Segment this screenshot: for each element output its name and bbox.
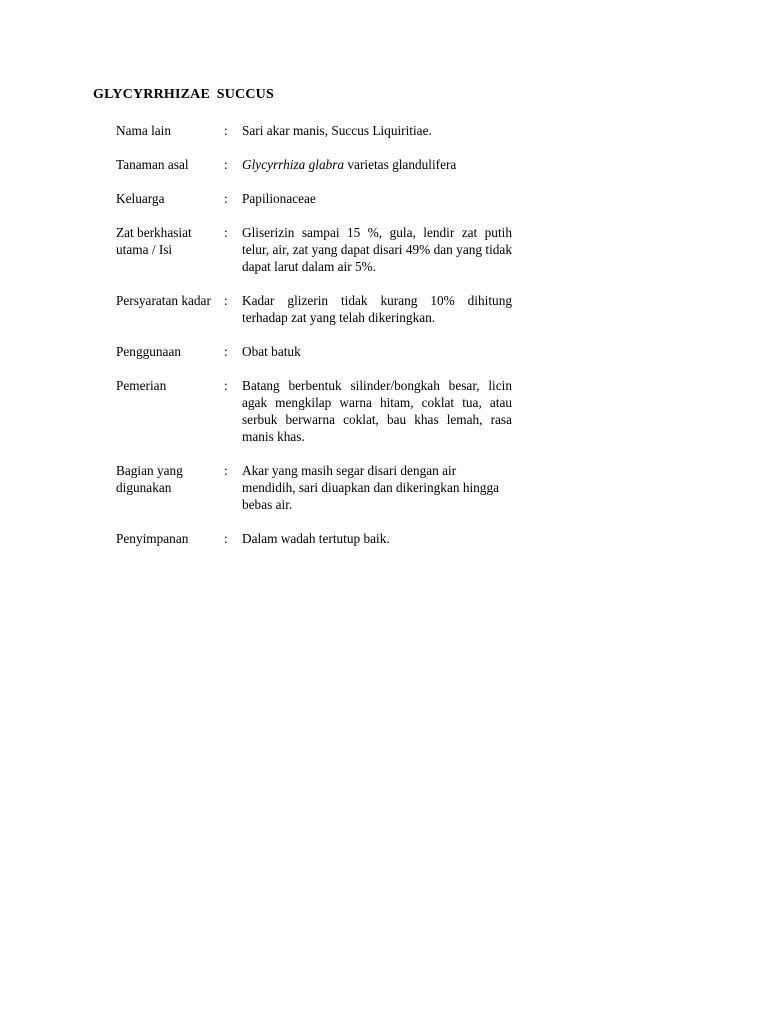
entry-colon: : <box>224 463 228 478</box>
entry-pemerian <box>116 377 516 445</box>
entry-value: Papilionaceae <box>242 191 316 206</box>
monograph-entries <box>116 122 516 564</box>
entry-label: Penggunaan <box>116 344 181 359</box>
entry-tanaman-asal <box>116 156 516 173</box>
entry-value <box>242 156 512 173</box>
entry-label: Persyaratan kadar <box>116 293 211 308</box>
entry-colon: : <box>224 378 228 393</box>
entry-nama-lain <box>116 122 516 139</box>
entry-persyaratan-kadar <box>116 292 516 326</box>
variety-text: varietas glandulifera <box>344 157 457 172</box>
entry-penggunaan <box>116 343 516 360</box>
entry-colon: : <box>224 157 228 172</box>
entry-colon: : <box>224 344 228 359</box>
entry-colon: : <box>224 531 228 546</box>
entry-value: Gliserizin sampai 15 %, gula, lendir zat putih telur, air, zat yang dapat disari 49% dan yang tidak dapat larut dalam air 5%. <box>242 225 512 274</box>
entry-value: Kadar glizerin tidak kurang 10% dihitung terhadap zat yang telah dikeringkan. <box>242 293 512 325</box>
entry-label: Pemerian <box>116 378 167 393</box>
entry-label: Tanaman asal <box>116 157 189 172</box>
entry-label: Penyimpanan <box>116 531 189 546</box>
document-title: GLYCYRRHIZAE SUCCUS <box>93 87 274 102</box>
entry-colon: : <box>224 293 228 308</box>
entry-value: Akar yang masih segar disari dengan air mendidih, sari diuapkan dan dikeringkan hingga bebas air. <box>242 463 500 512</box>
entry-bagian-yang-digunakan <box>116 462 516 513</box>
entry-value: Batang berbentuk silinder/bongkah besar, licin agak mengkilap warna hitam, coklat tua, atau serbuk berwarna coklat, bau khas lemah, rasa manis khas. <box>242 378 512 444</box>
entry-value: Dalam wadah tertutup baik. <box>242 531 390 546</box>
entry-label: Keluarga <box>116 191 165 206</box>
entry-colon: : <box>224 225 228 240</box>
entry-value: Obat batuk <box>242 344 301 359</box>
entry-keluarga <box>116 190 516 207</box>
species-name: Glycyrrhiza glabra <box>242 157 345 172</box>
entry-zat-berkhasiat <box>116 224 516 275</box>
entry-value: Sari akar manis, Succus Liquiritiae. <box>242 123 432 138</box>
entry-colon: : <box>224 123 228 138</box>
entry-label: Nama lain <box>116 123 172 138</box>
entry-label: Zat berkhasiat utama / Isi <box>116 225 192 257</box>
entry-colon: : <box>224 191 228 206</box>
entry-penyimpanan <box>116 530 516 547</box>
entry-label: Bagian yang digunakan <box>116 463 183 495</box>
